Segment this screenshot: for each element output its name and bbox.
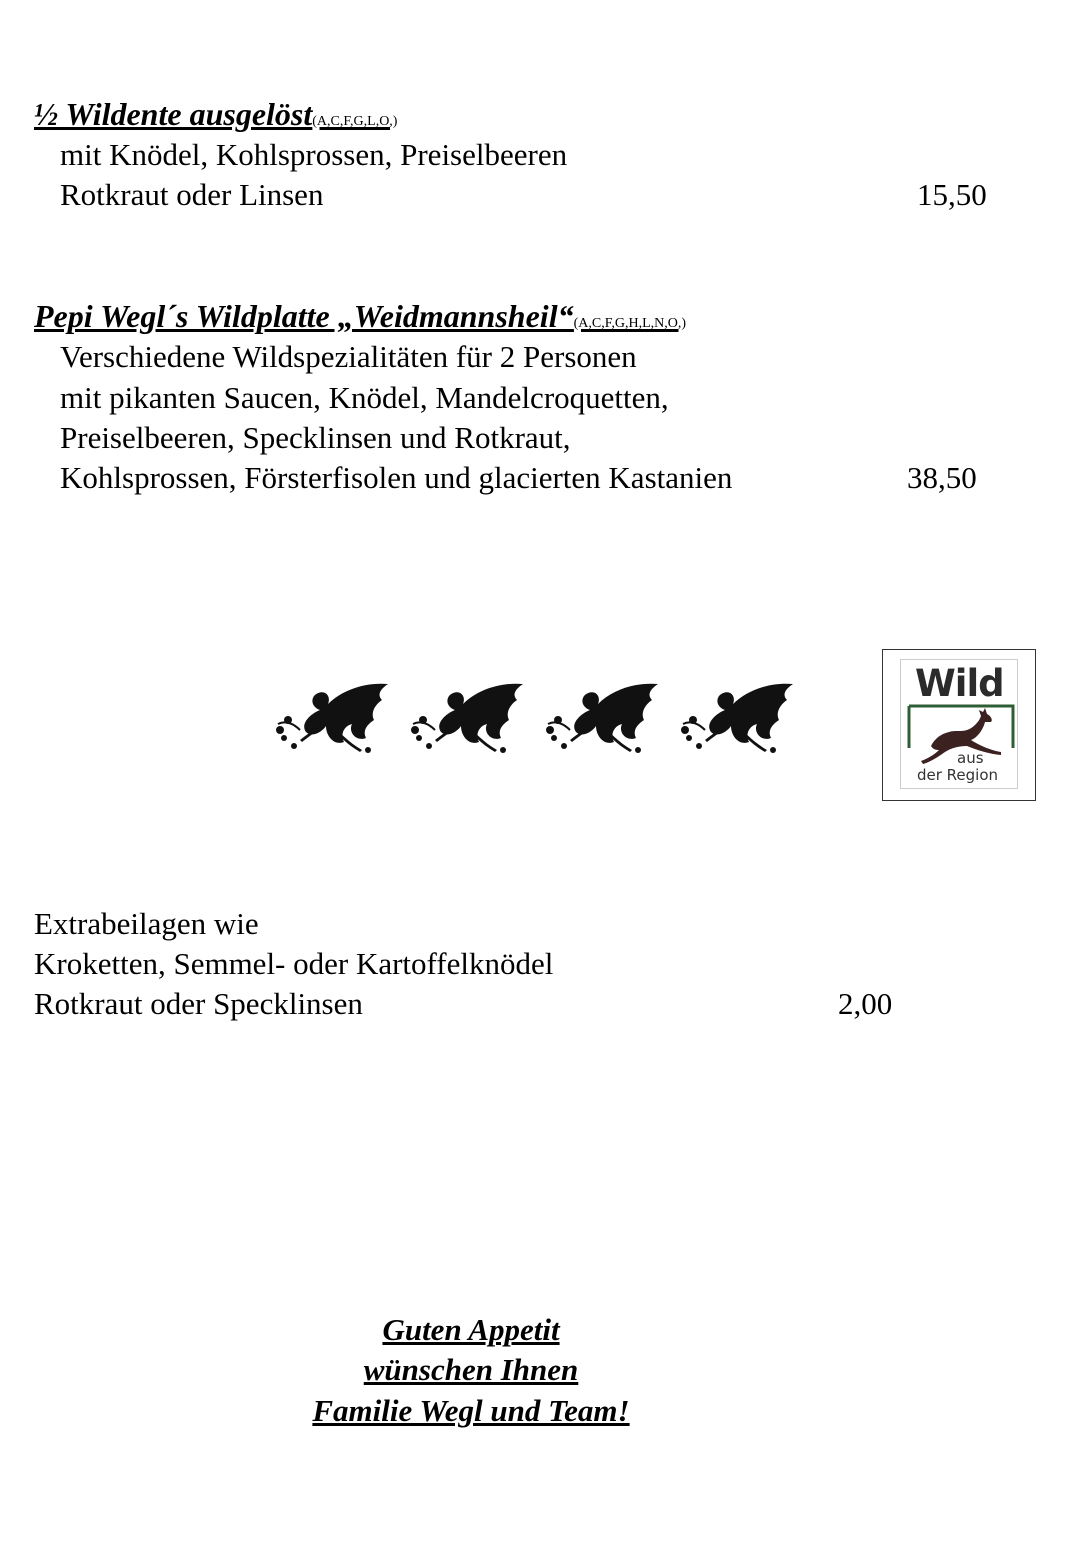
extras-price: 2,00 <box>838 986 893 1021</box>
dish2-line: Kohlsprossen, Försterfisolen und glacierten Kastanien <box>60 460 733 495</box>
wild-region-badge <box>882 649 1036 801</box>
closing-line: wünschen Ihnen <box>363 1352 579 1387</box>
extras-line: Kroketten, Semmel- oder Kartoffelknödel <box>34 946 554 981</box>
badge-inner <box>900 659 1018 789</box>
extras-line: Rotkraut oder Specklinsen <box>34 986 363 1021</box>
closing-line: Guten Appetit <box>382 1312 560 1347</box>
dish2-allergens: (A,C,F,G,H,L,N,O,) <box>573 316 687 331</box>
badge-subtitle-2: der Region <box>917 766 999 784</box>
closing-line: Familie Wegl und Team! <box>312 1393 630 1428</box>
dish2-title-text: Pepi Wegl´s Wildplatte „Weidmannsheil“ <box>34 298 574 334</box>
dish1-line: mit Knödel, Kohlsprossen, Preiselbeeren <box>60 137 568 172</box>
badge-subtitle-1: aus <box>957 749 984 767</box>
dish2-line: Verschiedene Wildspezialitäten für 2 Personen <box>60 339 637 374</box>
leaf-branch-icon <box>675 680 800 755</box>
dish2-title <box>34 298 686 335</box>
dish1-allergens: (A,C,F,G,L,O,) <box>312 114 398 129</box>
dish2-line: mit pikanten Saucen, Knödel, Mandelcroquetten, <box>60 380 669 415</box>
leaf-branch-icon <box>540 680 665 755</box>
dish1-title <box>34 96 397 133</box>
leaf-branch-icon <box>405 680 530 755</box>
dish1-line: Rotkraut oder Linsen <box>60 177 324 212</box>
leaf-branch-icon <box>270 680 395 755</box>
extras-line: Extrabeilagen wie <box>34 906 259 941</box>
dish1-title-text: ½ Wildente ausgelöst <box>34 96 313 132</box>
dish1-price: 15,50 <box>917 177 987 212</box>
badge-title: Wild <box>915 662 1004 705</box>
dish2-price: 38,50 <box>907 460 977 495</box>
dish2-line: Preiselbeeren, Specklinsen und Rotkraut, <box>60 420 571 455</box>
